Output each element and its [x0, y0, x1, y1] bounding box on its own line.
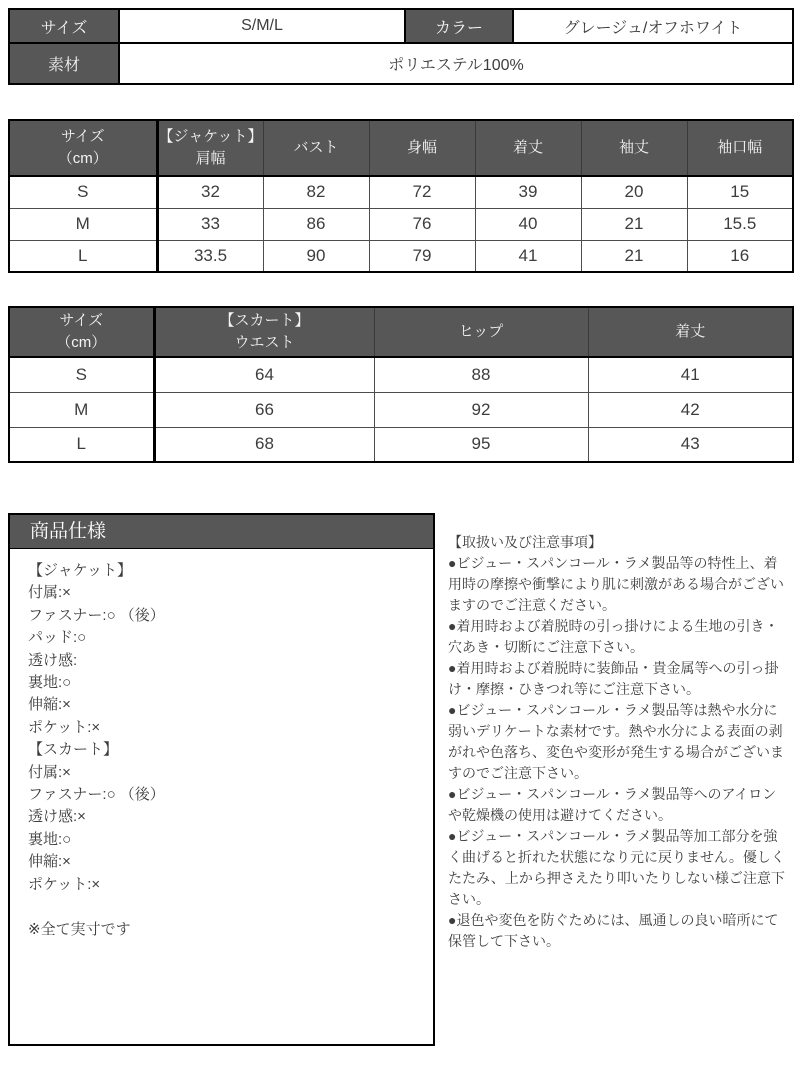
care-note-item: ●着用時および着脱時に装飾品・貴金属等への引っ掛け・摩擦・ひきつれ等にご注意下さい。 [448, 660, 779, 697]
value-cell: 90 [263, 240, 369, 272]
size-cell: M [9, 208, 157, 240]
table-row [9, 240, 793, 272]
material-value-cell: ポリエステル100% [119, 43, 793, 84]
spec-line: 伸縮:× [28, 696, 71, 714]
value-cell: 21 [581, 208, 687, 240]
header-line: ウエスト [234, 334, 295, 351]
care-note-item: ●退色や変色を防ぐためには、風通しの良い暗所にて保管して下さい。 [448, 912, 779, 949]
size-cell: L [9, 427, 154, 462]
value-cell: 72 [369, 176, 475, 208]
spec-line: 透け感:× [28, 808, 86, 826]
value-cell: 41 [475, 240, 581, 272]
header-cuff-width: 袖口幅 [687, 120, 793, 176]
header-line: （cm） [56, 334, 107, 351]
table-row [9, 392, 793, 427]
header-size-cm [9, 120, 157, 176]
table-row [9, 357, 793, 392]
size-cell: M [9, 392, 154, 427]
header-size-cm [9, 307, 154, 357]
spec-box-content [10, 549, 433, 942]
value-cell: 39 [475, 176, 581, 208]
header-bust: バスト [263, 120, 369, 176]
size-value-cell: S/M/L [119, 9, 405, 43]
spec-line: ポケット:× [28, 718, 101, 736]
value-cell: 64 [154, 357, 374, 392]
spec-line: 【ジャケット】 [28, 562, 132, 579]
header-skirt-waist [154, 307, 374, 357]
care-note-item: ●着用時および着脱時の引っ掛けによる生地の引き・穴あき・切断にご注意下さい。 [448, 618, 779, 655]
value-cell: 20 [581, 176, 687, 208]
size-cell: S [9, 357, 154, 392]
spec-line: 伸縮:× [28, 853, 71, 871]
spec-line: 【スカート】 [28, 741, 119, 759]
color-value-cell: グレージュ/オフホワイト [513, 9, 793, 43]
spec-line: 付属:× [28, 584, 71, 602]
header-line: 【ジャケット】 [158, 127, 263, 145]
header-line: サイズ [59, 311, 104, 329]
spec-line: ポケット:× [28, 875, 101, 893]
bottom-section [8, 513, 792, 1046]
size-cell: S [9, 176, 157, 208]
header-body-width: 身幅 [369, 120, 475, 176]
header-line: 肩幅 [195, 150, 226, 167]
spec-box-title: 商品仕様 [10, 515, 433, 549]
size-label-cell: サイズ [9, 9, 119, 43]
care-note-item: ●ビジュー・スパンコール・ラメ製品等は熱や水分に弱いデリケートな素材です。熱や水分による表面の剥がれや色落ち、変色や変形が発生する場合がございますのでご注意下さい。 [448, 702, 784, 781]
spec-line: 裏地:○ [28, 674, 72, 692]
header-hip: ヒップ [374, 307, 588, 357]
care-notes-title: 【取扱い及び注意事項】 [448, 534, 602, 550]
color-label-cell: カラー [405, 9, 513, 43]
value-cell: 66 [154, 392, 374, 427]
value-cell: 16 [687, 240, 793, 272]
table-row [9, 208, 793, 240]
table-header-row [9, 120, 793, 176]
value-cell: 76 [369, 208, 475, 240]
table-header-row [9, 307, 793, 357]
material-label-cell: 素材 [9, 43, 119, 84]
jacket-size-table [8, 119, 794, 273]
table-row [9, 43, 793, 84]
spec-line: 付属:× [28, 763, 71, 781]
value-cell: 41 [588, 357, 793, 392]
product-spec-box [8, 513, 435, 1046]
care-note-item: ●ビジュー・スパンコール・ラメ製品等へのアイロンや乾燥機の使用は避けてください。 [448, 786, 777, 823]
value-cell: 68 [154, 427, 374, 462]
header-line: 【スカート】 [219, 311, 310, 329]
header-length: 着丈 [588, 307, 793, 357]
value-cell: 40 [475, 208, 581, 240]
spec-line: ファスナー:○ （後） [28, 786, 165, 804]
spec-line: ファスナー:○ （後） [28, 606, 165, 624]
value-cell: 82 [263, 176, 369, 208]
table-row [9, 176, 793, 208]
value-cell: 15.5 [687, 208, 793, 240]
header-jacket-shoulder [157, 120, 263, 176]
header-length: 着丈 [475, 120, 581, 176]
value-cell: 95 [374, 427, 588, 462]
value-cell: 92 [374, 392, 588, 427]
spec-line: 透け感: [28, 651, 78, 669]
basic-info-table [8, 8, 794, 85]
table-row [9, 9, 793, 43]
value-cell: 43 [588, 427, 793, 462]
value-cell: 33 [157, 208, 263, 240]
spec-footnote: ※全て実寸です [28, 921, 131, 939]
skirt-size-table [8, 306, 794, 463]
value-cell: 32 [157, 176, 263, 208]
value-cell: 33.5 [157, 240, 263, 272]
header-line: サイズ [60, 127, 105, 145]
value-cell: 21 [581, 240, 687, 272]
value-cell: 86 [263, 208, 369, 240]
value-cell: 88 [374, 357, 588, 392]
value-cell: 15 [687, 176, 793, 208]
table-row [9, 427, 793, 462]
header-sleeve-length: 袖丈 [581, 120, 687, 176]
value-cell: 42 [588, 392, 793, 427]
spec-line: 裏地:○ [28, 830, 72, 848]
care-note-item: ●ビジュー・スパンコール・ラメ製品等加工部分を強く曲げると折れた状態になり元に戻りません。優しくたたみ、上から押さえたり叩いたりしない様ご注意下さい。 [448, 828, 785, 907]
spec-line: パッド:○ [28, 629, 87, 647]
size-cell: L [9, 240, 157, 272]
care-notes [435, 513, 792, 952]
header-line: （cm） [57, 150, 108, 167]
care-note-item: ●ビジュー・スパンコール・ラメ製品等の特性上、着用時の摩擦や衝撃により肌に刺激がある場合がございますのでご注意ください。 [448, 555, 784, 613]
value-cell: 79 [369, 240, 475, 272]
